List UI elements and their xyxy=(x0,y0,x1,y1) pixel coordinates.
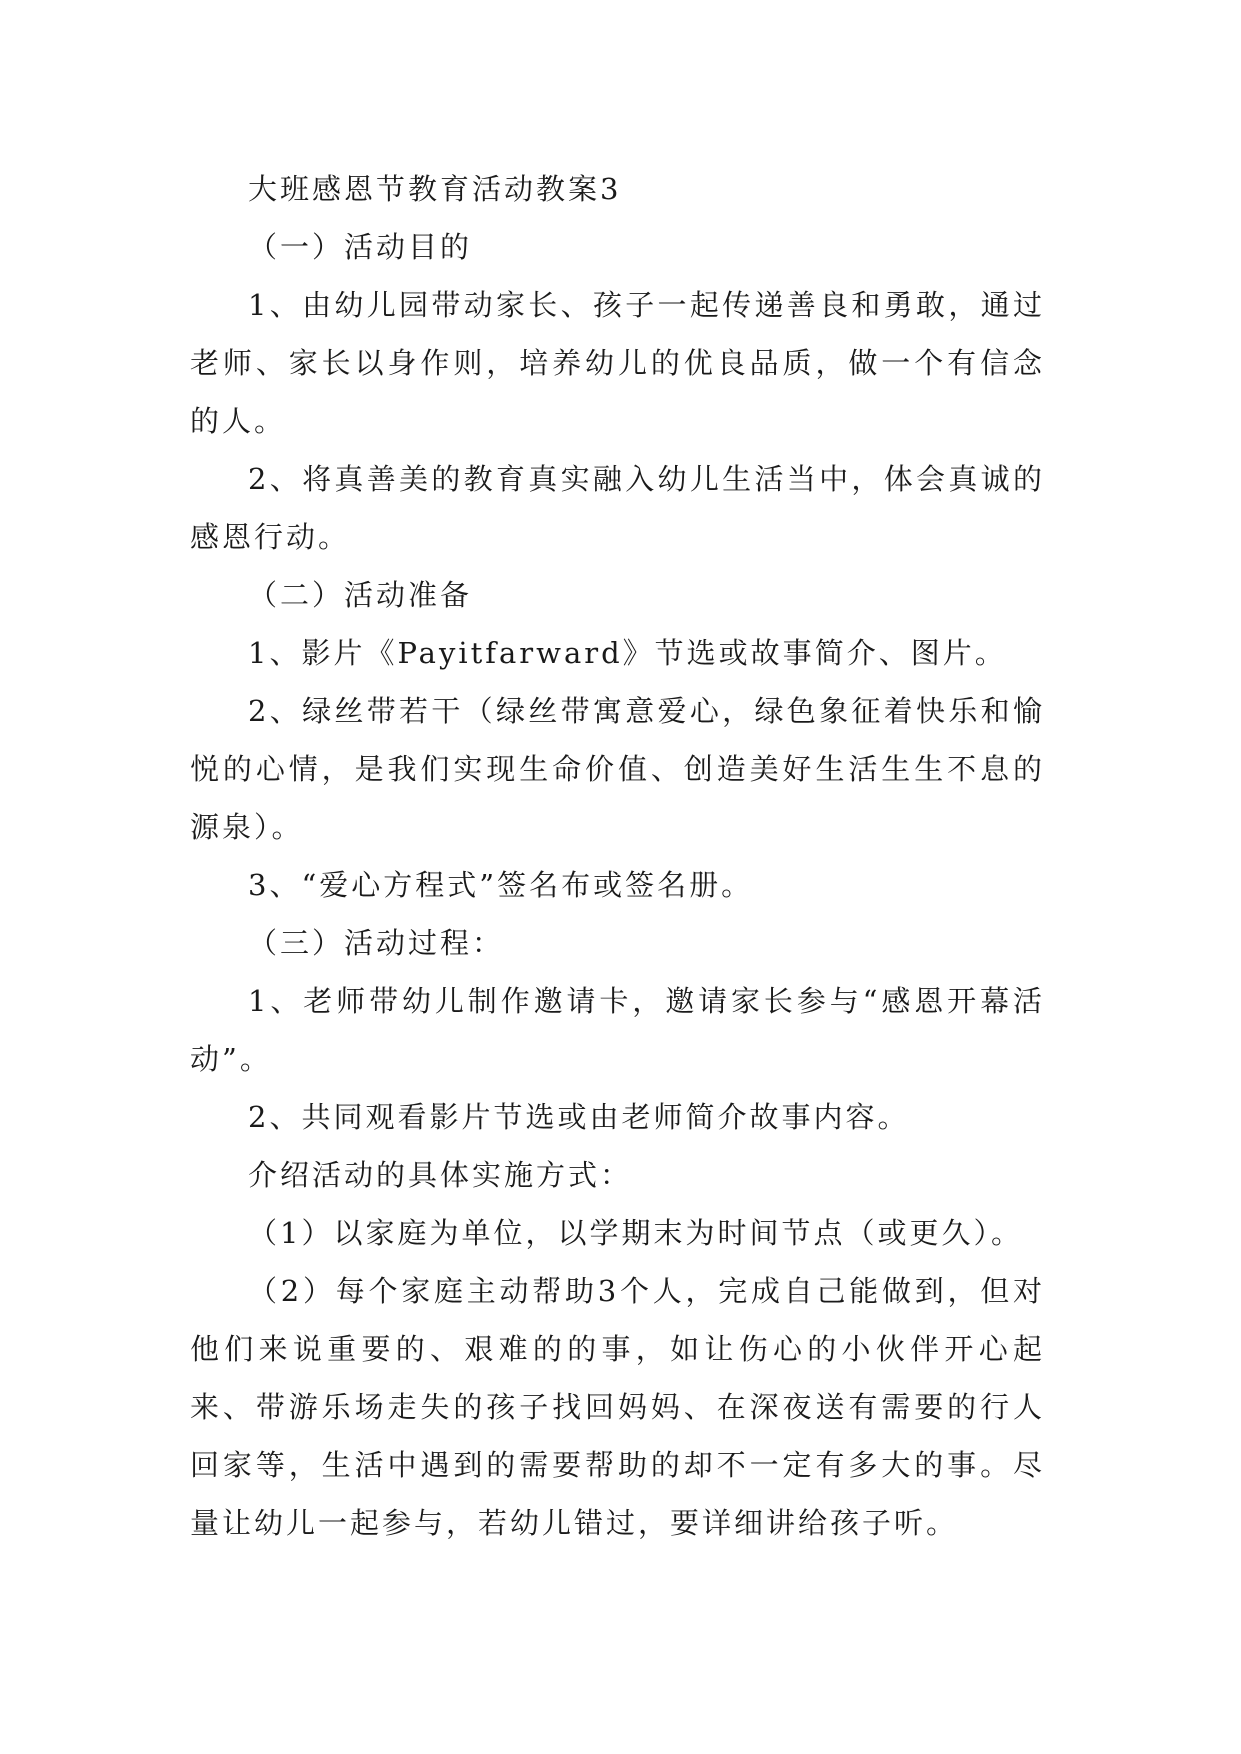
paragraph-process-1: 1、老师带幼儿制作邀请卡，邀请家长参与“感恩开幕活动”。 xyxy=(190,984,1045,1076)
paragraph-objective-2: 2、将真善美的教育真实融入幼儿生活当中，体会真诚的感恩行动。 xyxy=(190,462,1045,554)
section-heading-process: （三）活动过程： xyxy=(248,926,505,960)
paragraph-preparation-1: 1、影片《Payitfarward》节选或故事简介、图片。 xyxy=(248,636,1007,670)
paragraph-preparation-2: 2、绿丝带若干（绿丝带寓意爱心，绿色象征着快乐和愉悦的心情，是我们实现生命价值、创造美好生活生生不息的源泉）。 xyxy=(190,694,1045,844)
document-title: 大班感恩节教育活动教案3 xyxy=(248,172,622,206)
paragraph-implementation-2: （2）每个家庭主动帮助3个人，完成自己能做到，但对他们来说重要的、艰难的的事，如让伤心的小伙伴开心起来、带游乐场走失的孩子找回妈妈、在深夜送有需要的行人回家等，生活中遇到的需要帮助的却不一定有多大的事。尽量让幼儿一起参与，若幼儿错过，要详细讲给孩子听。 xyxy=(190,1274,1045,1540)
paragraph-implementation-1: （1）以家庭为单位，以学期末为时间节点（或更久）。 xyxy=(248,1216,1023,1250)
paragraph-objective-1: 1、由幼儿园带动家长、孩子一起传递善良和勇敢，通过老师、家长以身作则，培养幼儿的优良品质，做一个有信念的人。 xyxy=(190,288,1045,438)
section-heading-preparation: （二）活动准备 xyxy=(248,578,473,612)
paragraph-process-2: 2、共同观看影片节选或由老师简介故事内容。 xyxy=(248,1100,910,1134)
paragraph-implementation-intro: 介绍活动的具体实施方式： xyxy=(248,1158,633,1192)
paragraph-preparation-3: 3、“爱心方程式”签名布或签名册。 xyxy=(248,868,754,902)
section-heading-objectives: （一）活动目的 xyxy=(248,230,473,264)
document-body xyxy=(190,160,1045,1552)
